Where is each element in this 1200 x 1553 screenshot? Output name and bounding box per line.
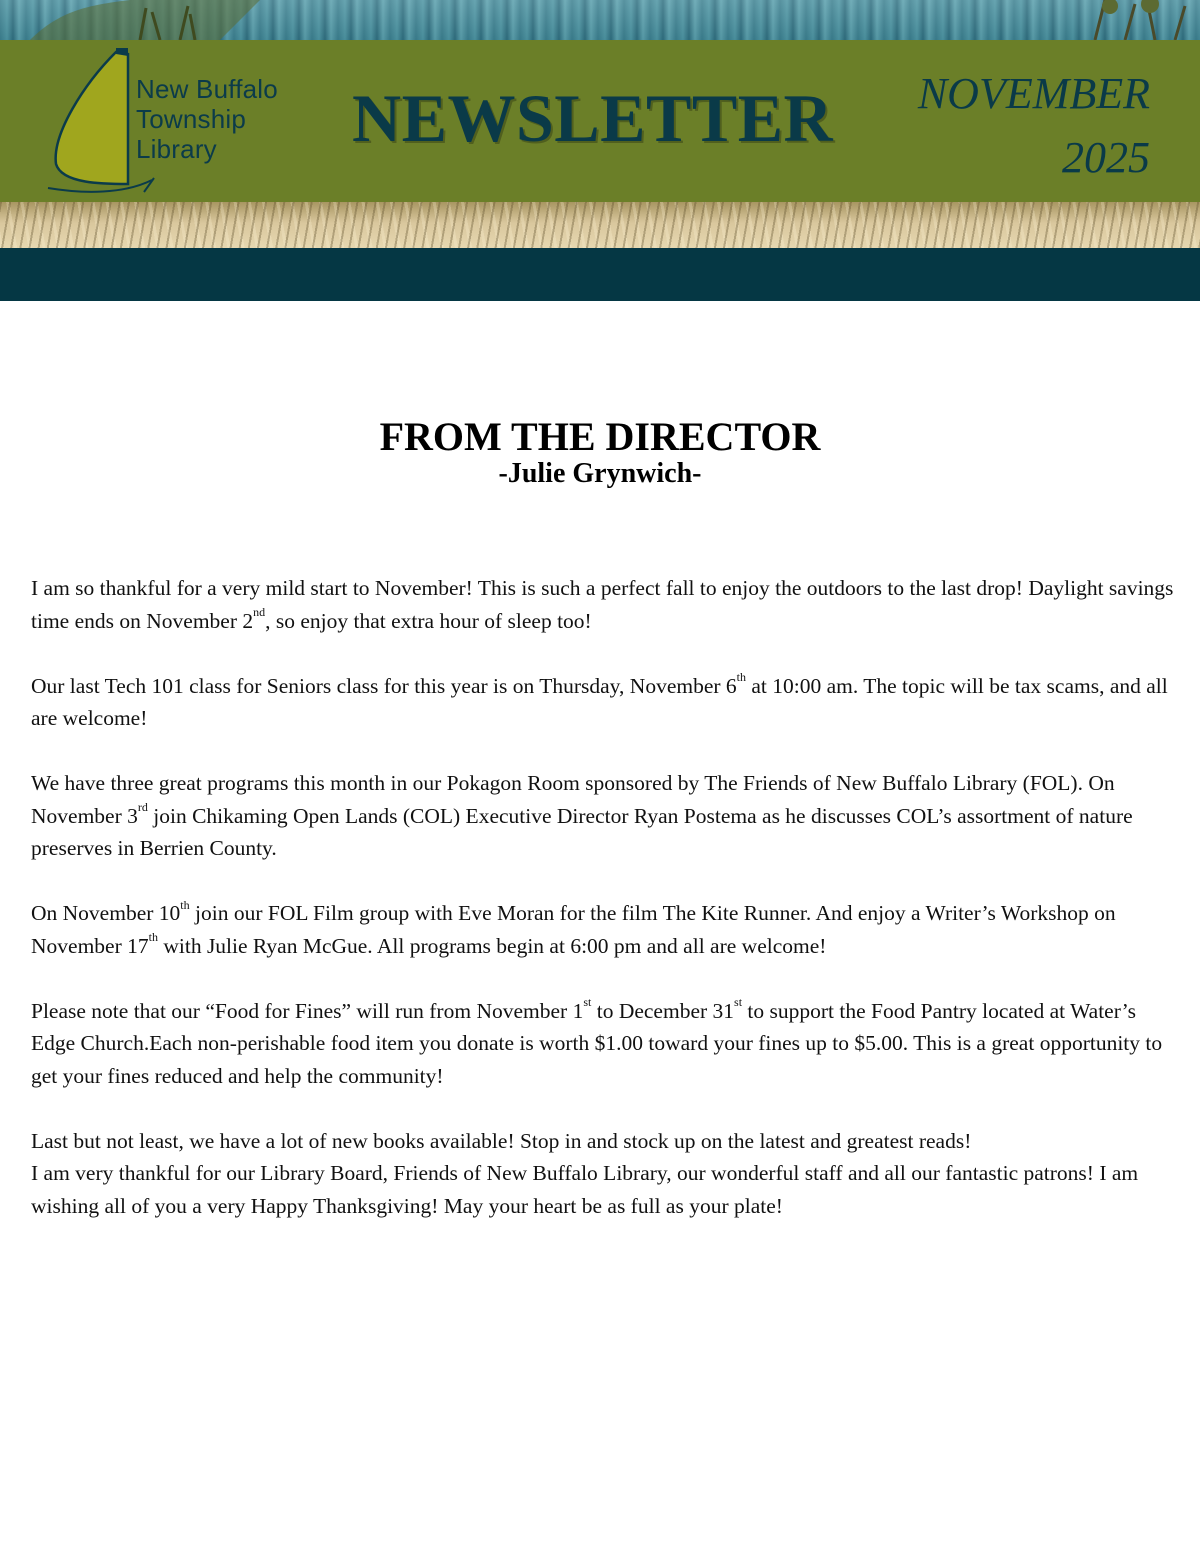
banner-lake-photo — [0, 0, 1200, 40]
logo-wordmark — [136, 74, 278, 164]
paragraph-text: to December 31 — [591, 998, 735, 1023]
paragraph-text: at 10:00 am. The topic will be tax scams, and all are welcome! — [31, 673, 1168, 730]
section-heading: FROM THE DIRECTOR — [379, 414, 821, 459]
banner-sand-photo — [0, 202, 1200, 248]
logo-line-3: Library — [136, 134, 217, 164]
paragraph-5 — [31, 995, 1176, 1093]
section-byline: -Julie Grynwich- — [498, 458, 702, 489]
paragraph-text: join our FOL Film group with Eve Moran for the film The Kite Runner. And enjoy a Writer’s Workshop on November 17 — [31, 901, 1116, 958]
issue-date — [918, 62, 1150, 190]
ordinal-suffix: rd — [137, 800, 148, 815]
tree-right — [1075, 0, 1195, 40]
logo-line-1: New Buffalo — [136, 74, 278, 104]
paragraph-text: with Julie Ryan McGue. All programs begin at 6:00 pm and all are welcome! — [157, 933, 827, 958]
paragraph-text: to support the Food Pantry located at Water’s Edge Church.Each non-perishable food item you donate is worth $1.00 toward your fines up to $5.00. This is a great opportunity to get your fines reduced and help the community! — [31, 998, 1163, 1088]
paragraph-text: I am so thankful for a very mild start to November! This is such a perfect fall to enjoy the outdoors to the last drop! Daylight savings time ends on November 2 — [31, 576, 1174, 633]
ordinal-suffix: st — [734, 995, 743, 1010]
article-body — [31, 572, 1176, 1222]
ordinal-suffix: th — [736, 670, 747, 685]
paragraph-3 — [31, 767, 1176, 865]
ordinal-suffix: nd — [253, 605, 266, 620]
paragraph-text: join Chikaming Open Lands (COL) Executive Director Ryan Postema as he discusses COL’s assortment of nature preserves in Berrien County. — [31, 803, 1133, 860]
issue-year: 2025 — [1062, 133, 1150, 182]
paragraph-2 — [31, 670, 1176, 735]
paragraph-4 — [31, 897, 1176, 962]
ordinal-suffix: th — [180, 897, 190, 912]
paragraph-7: I am very thankful for our Library Board, Friends of New Buffalo Library, our wonderful staff and all our fantastic patrons! I am wishing all of you a very Happy Thanksgiving! May your heart be as full as your plate! — [31, 1161, 1139, 1218]
dune-grass-left — [20, 0, 260, 40]
paragraph-text: , so enjoy that extra hour of sleep too! — [265, 608, 592, 633]
logo-line-2: Township — [136, 104, 246, 134]
paragraph-text: On November 10 — [31, 901, 181, 925]
paragraph-text: Our last Tech 101 class for Seniors class for this year is on Thursday, November 6 — [31, 673, 737, 698]
newsletter-title: NEWSLETTER — [352, 80, 834, 156]
ordinal-suffix: st — [583, 995, 592, 1010]
header-bottom-bar — [0, 248, 1200, 301]
ordinal-suffix: th — [148, 930, 158, 945]
issue-month: NOVEMBER — [917, 69, 1150, 118]
library-logo — [44, 44, 344, 196]
paragraph-1 — [31, 572, 1176, 637]
paragraph-6: Last but not least, we have a lot of new books available! Stop in and stock up on the latest and greatest reads! — [31, 1128, 972, 1153]
paragraph-text: We have three great programs this month in our Pokagon Room sponsored by The Friends of New Buffalo Library (FOL). On November 3 — [31, 771, 1115, 828]
paragraph-text: Please note that our “Food for Fines” will run from November 1 — [31, 998, 584, 1023]
